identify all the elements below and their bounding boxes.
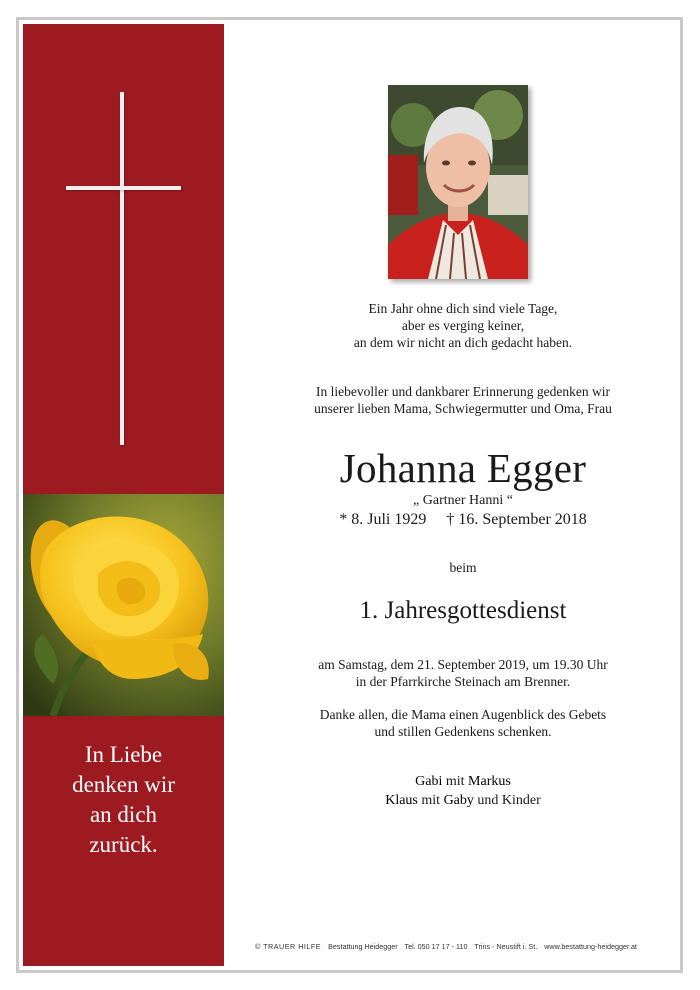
signers-line xyxy=(226,772,700,791)
portrait-photo xyxy=(388,85,528,279)
closing-line: an dich xyxy=(89,802,158,827)
poem xyxy=(226,300,700,351)
closing-line: zurück. xyxy=(89,832,158,857)
intro-text xyxy=(226,383,700,417)
poem-line: Ein Jahr ohne dich sind viele Tage, xyxy=(368,301,558,316)
nickname: „ Gartner Hanni “ xyxy=(413,493,513,508)
service-when: am Samstag, dem 21. September 2019, um 19.30 Uhr xyxy=(318,657,608,672)
signer-name: Gabi xyxy=(415,774,443,789)
thanks-text xyxy=(226,706,700,740)
life-dates xyxy=(226,510,700,530)
footer-places: Trins - Neustift i. St. xyxy=(474,942,538,951)
closing-line: denken wir xyxy=(72,772,175,797)
poem-line: an dem wir nicht an dich gedacht haben. xyxy=(353,335,573,350)
death-date: † 16. September 2018 xyxy=(446,511,587,528)
closing-line: In Liebe xyxy=(84,742,163,767)
signers xyxy=(226,772,700,810)
deceased-name: Johanna Egger xyxy=(339,445,587,491)
birth-date: * 8. Juli 1929 xyxy=(339,511,427,528)
service-title: 1. Jahresgottesdienst xyxy=(359,597,567,624)
thanks-line: Danke allen, die Mama einen Augenblick des Gebets xyxy=(319,707,607,722)
yellow-rose-image xyxy=(23,494,224,716)
footer xyxy=(255,942,675,951)
footer-phone: Tel. 050 17 17 - 110 xyxy=(404,942,468,951)
intro-line: In liebevoller und dankbarer Erinnerung gedenken wir xyxy=(316,384,610,399)
signer-joiner: mit xyxy=(445,774,465,789)
cross-icon-bar xyxy=(66,186,181,190)
footer-url[interactable]: www.bestattung-heidegger.at xyxy=(544,942,637,951)
signers-line xyxy=(226,791,700,810)
service-details xyxy=(226,656,700,690)
signer-tail: und Kinder xyxy=(477,793,541,808)
cross-icon xyxy=(120,92,124,445)
signer-name: Markus xyxy=(468,774,511,789)
thanks-line: und stillen Gedenkens schenken. xyxy=(374,724,552,739)
footer-company: Bestattung Heidegger xyxy=(328,942,398,951)
poem-line: aber es verging keiner, xyxy=(401,318,525,333)
intro-line: unserer lieben Mama, Schwiegermutter und Oma, Frau xyxy=(314,401,612,416)
beim-text: beim xyxy=(449,560,477,575)
service-where: in der Pfarrkirche Steinach am Brenner. xyxy=(355,674,571,689)
signer-joiner: mit xyxy=(421,793,441,808)
footer-brand: © TRAUER HILFE xyxy=(255,942,322,951)
signer-name: Gaby xyxy=(443,793,474,808)
closing-words xyxy=(23,740,224,860)
signer-name: Klaus xyxy=(385,793,418,808)
